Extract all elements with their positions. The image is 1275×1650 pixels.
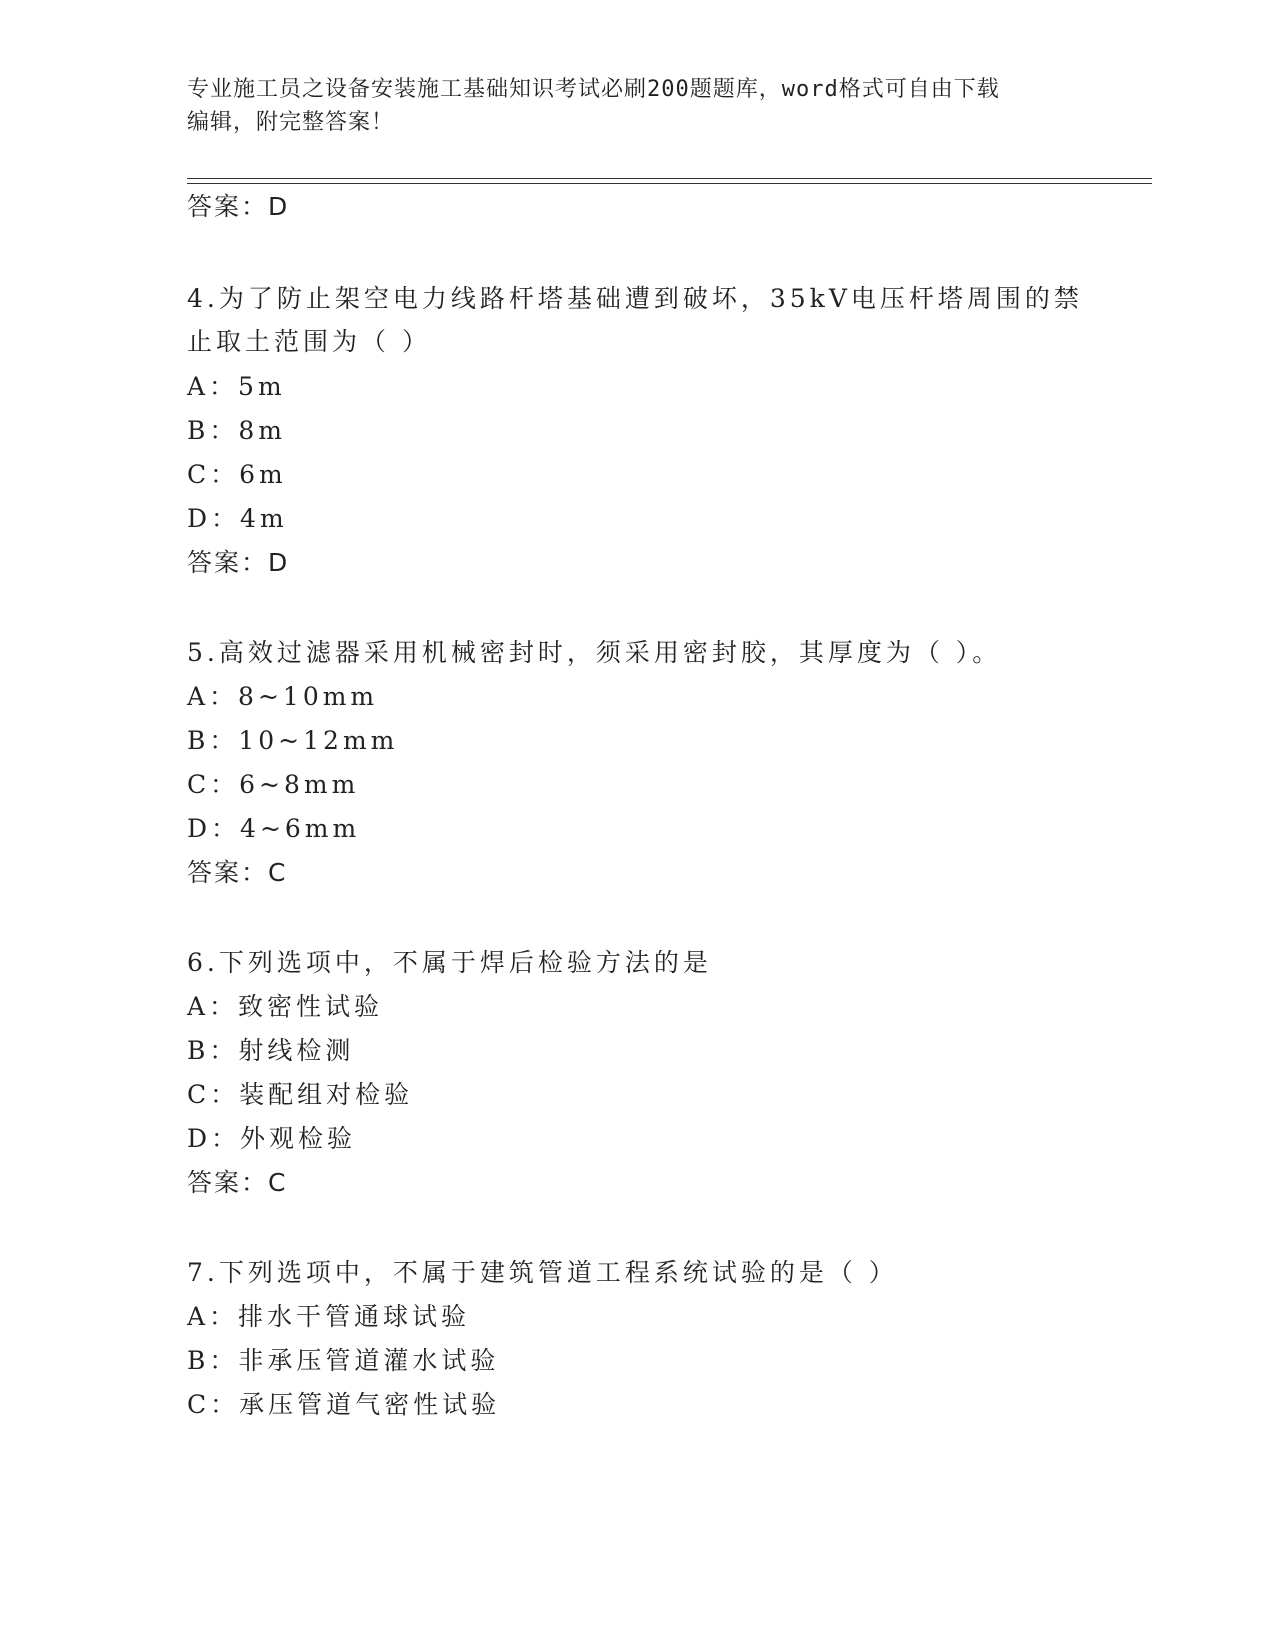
- option-item: B：非承压管道灌水试验: [187, 1346, 500, 1375]
- question-stem: 4.为了防止架空电力线路杆塔基础遭到破坏，35kV电压杆塔周围的禁: [187, 284, 1083, 313]
- option-item: A：5m: [187, 372, 286, 401]
- option-item: B：8m: [187, 416, 286, 445]
- option-item: B：射线检测: [187, 1036, 355, 1065]
- option-item: A：8~10mm: [187, 682, 379, 711]
- answer-text: 答案：D: [187, 192, 290, 221]
- page-header: [187, 73, 1067, 139]
- header-title-line2: 编辑，附完整答案！: [187, 110, 395, 135]
- option-item: B：10~12mm: [187, 726, 399, 755]
- answer-text: 答案：C: [187, 858, 288, 887]
- question-stem: 7.下列选项中，不属于建筑管道工程系统试验的是（ ）: [187, 1258, 898, 1287]
- question-stem: 5.高效过滤器采用机械密封时，须采用密封胶，其厚度为（ ）。: [187, 638, 1002, 667]
- option-item: A：排水干管通球试验: [187, 1302, 471, 1331]
- question-stem: 止取土范围为（ ）: [187, 327, 431, 356]
- option-item: C：6~8mm: [187, 770, 360, 799]
- option-item: D：4~6mm: [187, 814, 361, 843]
- question-stem: 6.下列选项中，不属于焊后检验方法的是: [187, 948, 712, 977]
- answer-text: 答案：C: [187, 1168, 288, 1197]
- option-item: C：装配组对检验: [187, 1080, 414, 1109]
- header-divider-bottom: [187, 183, 1152, 184]
- option-item: A：致密性试验: [187, 992, 384, 1021]
- option-item: C：承压管道气密性试验: [187, 1390, 501, 1419]
- option-item: D：4m: [187, 504, 288, 533]
- option-item: C：6m: [187, 460, 287, 489]
- answer-text: 答案：D: [187, 548, 290, 577]
- header-title-line1: 专业施工员之设备安装施工基础知识考试必刷200题题库，word格式可自由下载: [187, 77, 1000, 102]
- option-item: D：外观检验: [187, 1124, 357, 1153]
- header-divider-top: [187, 178, 1152, 179]
